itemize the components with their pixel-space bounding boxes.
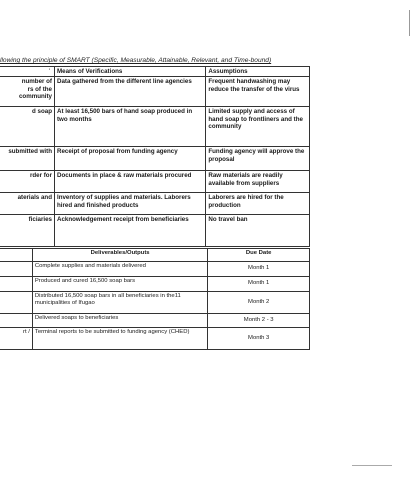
- indicator-text: aterials and: [17, 194, 52, 202]
- means-cell: Data gathered from the different line agencies: [54, 77, 205, 107]
- means-cell: Receipt of proposal from funding agency: [54, 147, 205, 171]
- deliverable-cell: Terminal reports to be submitted to funding agency (CHED): [32, 328, 207, 350]
- due-date-cell: Month 2 - 3: [208, 314, 310, 328]
- indicator-cell: [0, 77, 54, 107]
- assumption-cell: Limited supply and access of hand soap to frontliners and the community: [206, 107, 310, 147]
- page-edge-line: [409, 10, 410, 36]
- assumption-cell: Laborers are hired for the production: [206, 193, 310, 215]
- means-cell: Documents in place & raw materials procured: [54, 171, 205, 193]
- table-header-row: [0, 67, 310, 77]
- tick-mark: ': [49, 68, 51, 75]
- table-row: [0, 292, 310, 314]
- table-row: [0, 215, 310, 247]
- table-row: [0, 107, 310, 147]
- indicator-cell: [0, 147, 54, 171]
- activity-cell: [0, 314, 32, 328]
- table-row: [0, 328, 310, 350]
- table-row: [0, 193, 310, 215]
- verification-table: [0, 66, 310, 247]
- table-row: [0, 262, 310, 277]
- activity-cell: [0, 277, 32, 292]
- header-cell-due-date: Due Date: [208, 249, 310, 262]
- assumption-cell: Funding agency will approve the proposal: [206, 147, 310, 171]
- assumption-cell: Raw materials are readily available from suppliers: [206, 171, 310, 193]
- indicator-text: number of rs of the community: [18, 78, 52, 101]
- assumption-cell: No travel ban: [206, 215, 310, 247]
- indicator-text: submitted with: [8, 148, 52, 156]
- header-cell-activity: [0, 249, 32, 262]
- due-date-cell: Month 1: [208, 277, 310, 292]
- deliverable-cell: Complete supplies and materials delivered: [32, 262, 207, 277]
- assumption-cell: Frequent handwashing may reduce the transfer of the virus: [206, 77, 310, 107]
- means-cell: At least 16,500 bars of hand soap produced in two months: [54, 107, 205, 147]
- header-cell-assumptions: Assumptions: [206, 67, 310, 77]
- indicator-text: ficiaries: [28, 216, 52, 224]
- indicator-cell: [0, 193, 54, 215]
- activity-cell: [0, 292, 32, 314]
- deliverable-cell: Produced and cured 16,500 soap bars: [32, 277, 207, 292]
- activity-cell: [0, 262, 32, 277]
- indicator-text: d soap: [32, 108, 52, 116]
- deliverable-cell: Delivered soaps to beneficiaries: [32, 314, 207, 328]
- indicator-text: rder for: [29, 172, 52, 180]
- table-header-row: [0, 249, 310, 262]
- table-row: [0, 77, 310, 107]
- header-cell-means: Means of Verifications: [54, 67, 205, 77]
- deliverable-cell: Distributed 16,500 soap bars in all beneficiaries in the11 municipalities of Ifugao: [32, 292, 207, 314]
- means-cell: Acknowledgement receipt from beneficiaries: [54, 215, 205, 247]
- table-row: [0, 277, 310, 292]
- due-date-cell: Month 2: [208, 292, 310, 314]
- table-row: [0, 147, 310, 171]
- footer-rule: [352, 465, 392, 466]
- indicator-cell: [0, 107, 54, 147]
- due-date-cell: Month 1: [208, 262, 310, 277]
- header-cell-deliverables: Deliverables/Outputs: [32, 249, 207, 262]
- smart-principle-caption: llowing the principle of SMART (Specific, Measurable, Attainable, Relevant, and Time-bound): [0, 57, 272, 64]
- indicator-cell: [0, 171, 54, 193]
- table-row: [0, 171, 310, 193]
- table-row: [0, 314, 310, 328]
- indicator-cell: [0, 215, 54, 247]
- activity-cell: rt /: [0, 328, 32, 350]
- deliverables-table: [0, 248, 310, 350]
- header-cell-indicator: [0, 67, 54, 77]
- due-date-cell: Month 3: [208, 328, 310, 350]
- means-cell: Inventory of supplies and materials. Laborers hired and finished products: [54, 193, 205, 215]
